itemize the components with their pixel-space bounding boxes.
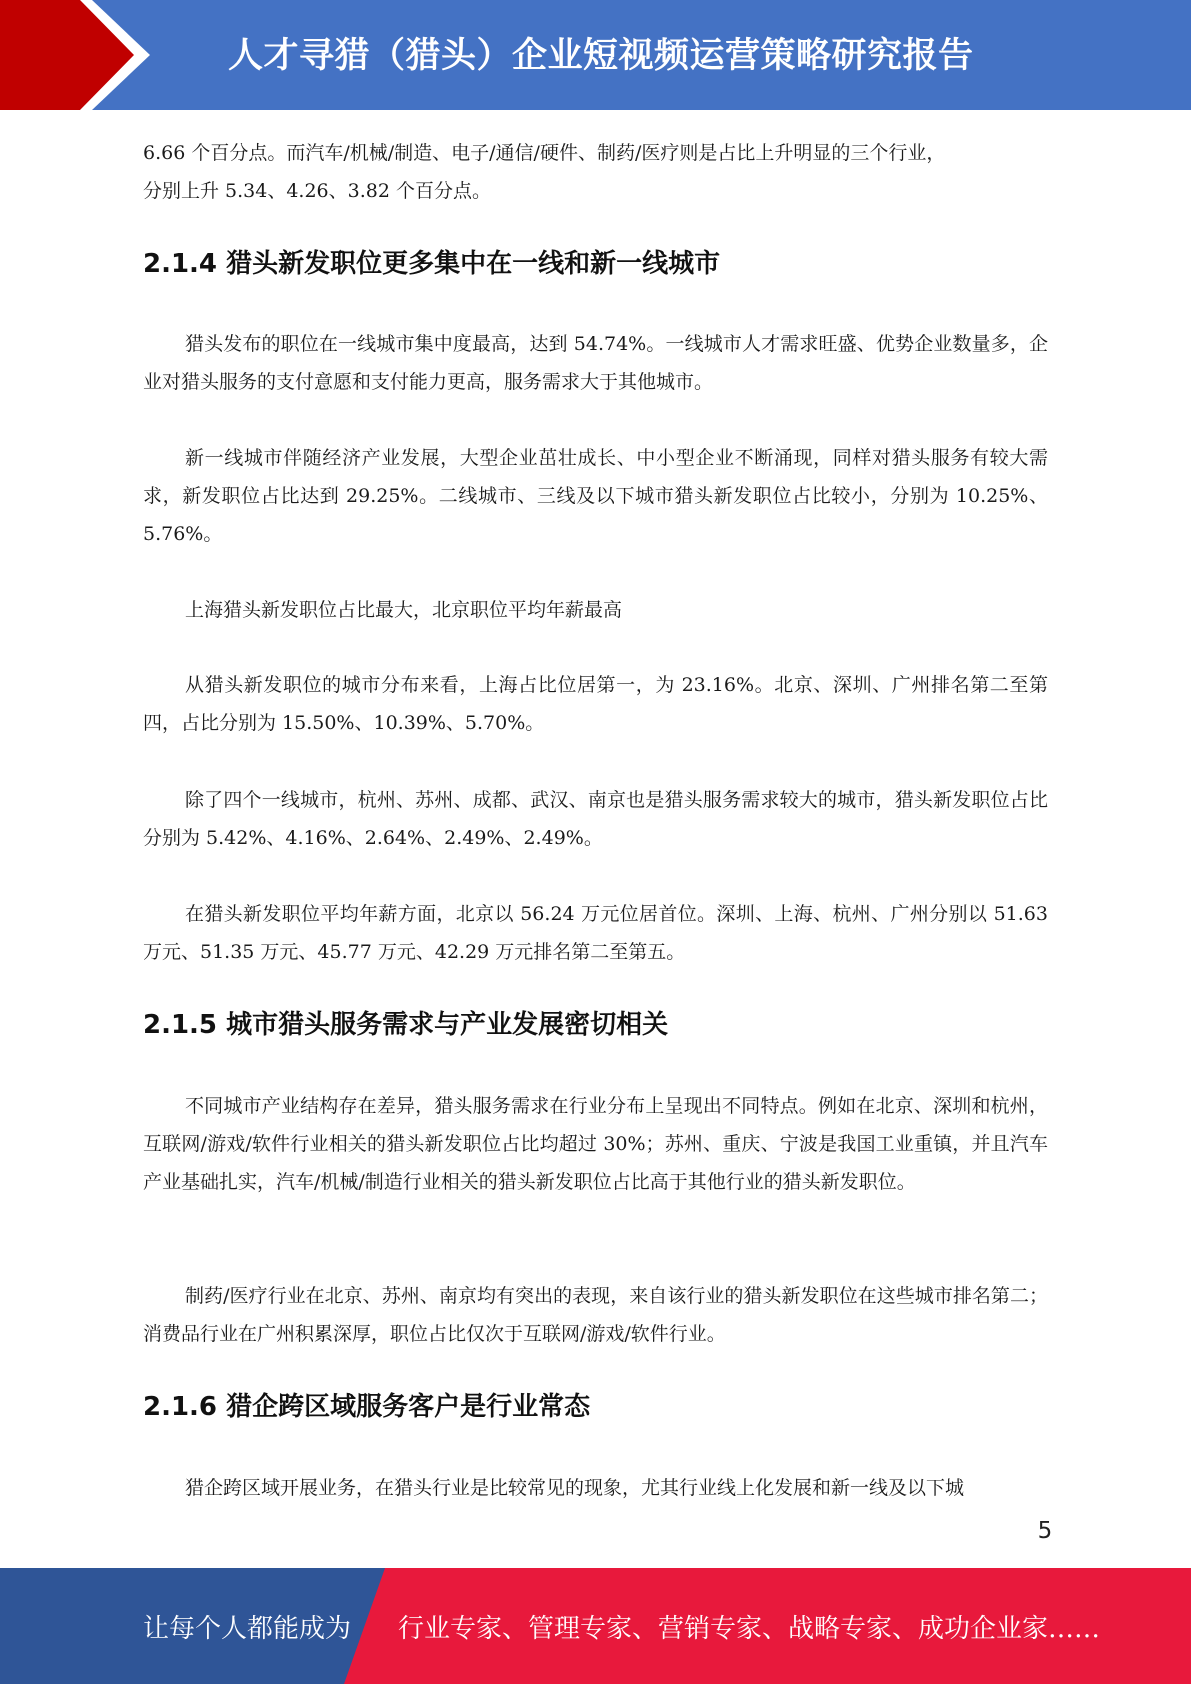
section-heading-2-1-4: 2.1.4 猎头新发职位更多集中在一线和新一线城市 — [143, 249, 721, 279]
section-heading-2-1-6: 2.1.6 猎企跨区域服务客户是行业常态 — [143, 1392, 591, 1422]
paragraph: 猎头发布的职位在一线城市集中度最高，达到 54.74%。一线城市人才需求旺盛、优势企业数量多，企业对猎头服务的支付意愿和支付能力更高，服务需求大于其他城市。 — [143, 333, 1048, 393]
paragraph-intro: 6.66 个百分点。而汽车/机械/制造、电子/通信/硬件、制药/医疗则是占比上升明显的三个行业， 分别上升 5.34、4.26、3.82 个百分点。 — [143, 142, 946, 202]
section-heading-2-1-5: 2.1.5 城市猎头服务需求与产业发展密切相关 — [143, 1010, 669, 1040]
footer-slogan-left: 让每个人都能成为 — [143, 1614, 352, 1644]
footer-slogan-right: 行业专家、管理专家、营销专家、战略专家、成功企业家…… — [398, 1614, 1101, 1644]
paragraph: 新一线城市伴随经济产业发展，大型企业茁壮成长、中小型企业不断涌现，同样对猎头服务有较大需求，新发职位占比达到 29.25%。二线城市、三线及以下城市猎头新发职位占比较小，分别为 10.25%、5.76%。 — [143, 447, 1048, 545]
report-footer-banner — [0, 1568, 1191, 1684]
paragraph-subtitle: 上海猎头新发职位占比最大，北京职位平均年薪最高 — [185, 599, 623, 621]
page-number: 5 — [1037, 1518, 1053, 1544]
report-title: 人才寻猎（猎头）企业短视频运营策略研究报告 — [228, 36, 974, 76]
paragraph: 除了四个一线城市，杭州、苏州、成都、武汉、南京也是猎头服务需求较大的城市，猎头新发职位占比分别为 5.42%、4.16%、2.64%、2.49%、2.49%。 — [143, 789, 1048, 849]
paragraph: 制药/医疗行业在北京、苏州、南京均有突出的表现，来自该行业的猎头新发职位在这些城市排名第二；消费品行业在广州积累深厚，职位占比仅次于互联网/游戏/软件行业。 — [143, 1285, 1048, 1345]
paragraph: 猎企跨区域开展业务，在猎头行业是比较常见的现象，尤其行业线上化发展和新一线及以下城 — [185, 1477, 965, 1499]
paragraph: 在猎头新发职位平均年薪方面，北京以 56.24 万元位居首位。深圳、上海、杭州、广州分别以 51.63 万元、51.35 万元、45.77 万元、42.29 万元排名第二至第五。 — [143, 903, 1048, 963]
paragraph: 从猎头新发职位的城市分布来看，上海占比位居第一，为 23.16%。北京、深圳、广州排名第二至第四，占比分别为 15.50%、10.39%、5.70%。 — [143, 674, 1048, 734]
paragraph: 不同城市产业结构存在差异，猎头服务需求在行业分布上呈现出不同特点。例如在北京、深圳和杭州，互联网/游戏/软件行业相关的猎头新发职位占比均超过 30%；苏州、重庆、宁波是我国工业重镇，并且汽车产业基础扎实，汽车/机械/制造行业相关的猎头新发职位占比高于其他行业的猎头新发职位。 — [143, 1095, 1048, 1193]
report-header-banner — [0, 0, 1191, 110]
header-red-arrow-shape — [0, 0, 150, 110]
